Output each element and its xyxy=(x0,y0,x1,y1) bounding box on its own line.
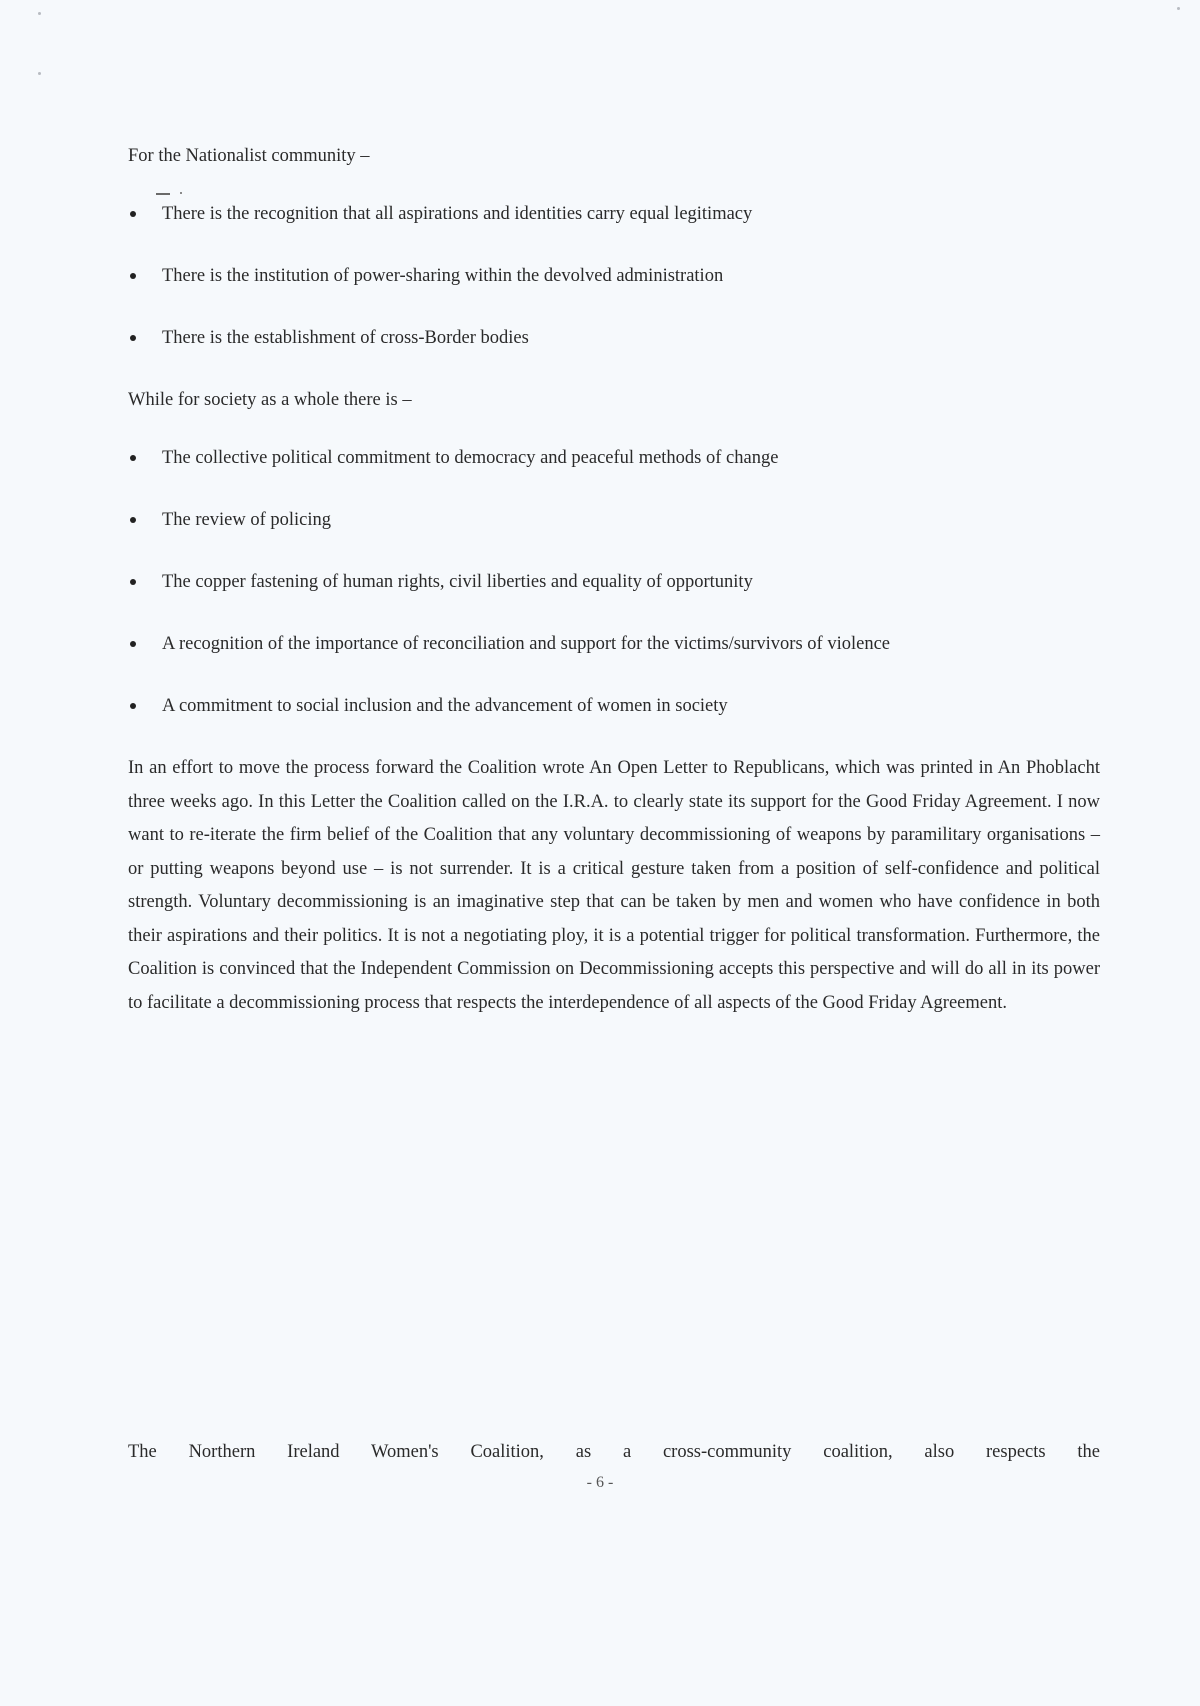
document-body xyxy=(128,140,1100,1020)
page-number: - 6 - xyxy=(586,1474,614,1491)
list-item xyxy=(128,690,1100,722)
list-item xyxy=(128,442,1100,474)
list-item-text: The copper fastening of human rights, civil liberties and equality of opportunity xyxy=(162,572,753,592)
bullet-icon xyxy=(130,273,136,279)
list-item-text: A recognition of the importance of reconciliation and support for the victims/survivors of violence xyxy=(162,634,890,654)
main-paragraph: In an effort to move the process forward the Coalition wrote An Open Letter to Republicans, which was printed in An Phoblacht three weeks ago. In this Letter the Coalition called on the I.R.A. to clearly state its support for the Good Friday Agreement. I now want to re-iterate the firm belief of the Coalition that any voluntary decommissioning of weapons by paramilitary organisations – or putting weapons beyond use – is not surrender. It is a critical gesture taken from a position of self-confidence and political strength. Voluntary decommissioning is an imaginative step that can be taken by men and women who have confidence in both their aspirations and their politics. It is not a negotiating ploy, it is a potential trigger for political transformation. Furthermore, the Coalition is convinced that the Independent Commission on Decommissioning accepts this perspective and will do all in its power to facilitate a decommissioning process that respects the interdependence of all aspects of the Good Friday Agreement. xyxy=(128,758,1100,1013)
list-item xyxy=(128,322,1100,354)
list-item xyxy=(128,198,1100,230)
scan-speck xyxy=(1177,7,1180,10)
list-item xyxy=(128,628,1100,660)
list-item-text: There is the establishment of cross-Border bodies xyxy=(162,328,529,348)
list-item xyxy=(128,260,1100,292)
society-list xyxy=(128,442,1100,722)
list-item-text: There is the recognition that all aspirations and identities carry equal legitimacy xyxy=(162,204,753,224)
closing-line: The Northern Ireland Women's Coalition, as a cross-community coalition, also respects the xyxy=(128,1442,1100,1462)
list-item xyxy=(128,566,1100,598)
list-item-text: A commitment to social inclusion and the advancement of women in society xyxy=(162,696,728,716)
bullet-icon xyxy=(130,335,136,341)
list-item xyxy=(128,504,1100,536)
list-item-text: There is the institution of power-sharing within the devolved administration xyxy=(162,266,724,286)
list-item-text: The collective political commitment to democracy and peaceful methods of change xyxy=(162,448,779,468)
nationalist-intro: For the Nationalist community – xyxy=(128,146,370,166)
list-item-text: The review of policing xyxy=(162,510,332,530)
bullet-icon xyxy=(130,641,136,647)
bullet-icon xyxy=(130,703,136,709)
bullet-icon xyxy=(130,211,136,217)
scan-speck xyxy=(38,72,41,75)
nationalist-list xyxy=(128,198,1100,354)
society-intro: While for society as a whole there is – xyxy=(128,390,412,410)
bullet-icon xyxy=(130,579,136,585)
bullet-icon xyxy=(130,455,136,461)
bullet-icon xyxy=(130,517,136,523)
scan-speck xyxy=(38,12,41,15)
